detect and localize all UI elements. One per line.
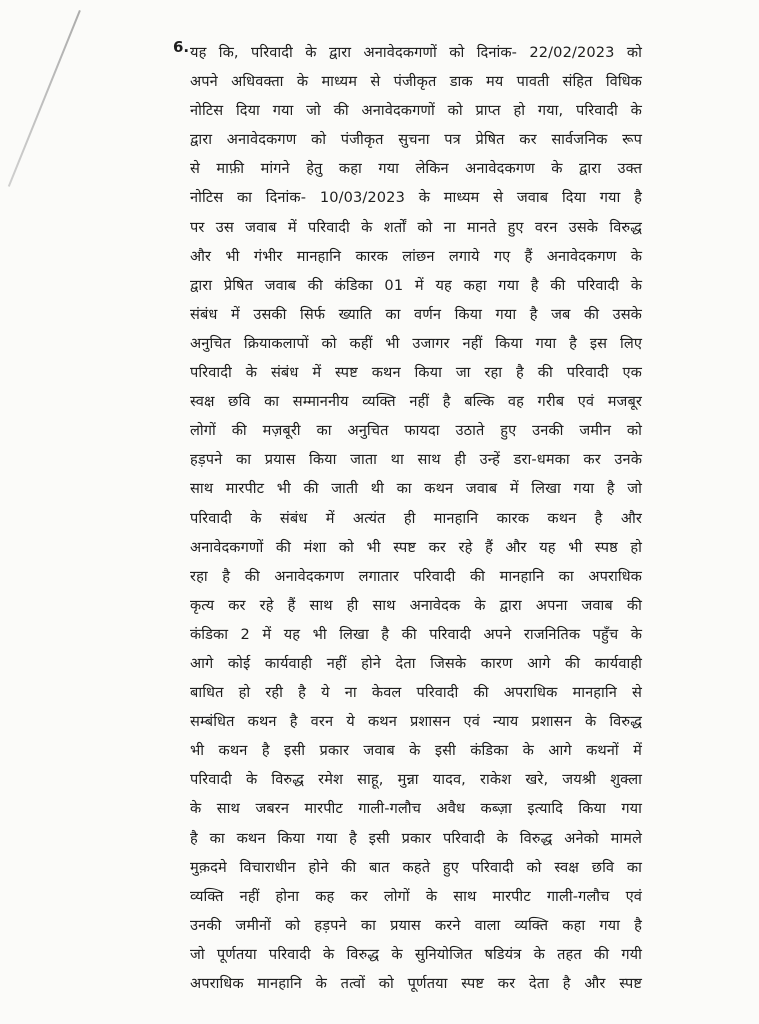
text-line: व्यक्ति नहीं होना कह कर लोगों के साथ मारपीट गाली-गलौच एवं [190, 887, 642, 905]
text-line: हड़पने का प्रयास किया जाता था साथ ही उन्हें डरा-धमका कर उनके [190, 451, 642, 469]
text-line: परिवादी के विरुद्ध रमेश साहू, मुन्ना यादव, राकेश खरे, जयश्री शुक्ला [190, 771, 642, 789]
text-line: अनुचित क्रियाकलापों को कहीं भी उजागर नहीं किया गया है इस लिए [190, 334, 642, 352]
text-line: पर उस जवाब में परिवादी के शर्तों को ना मानते हुए वरन उसके विरुद्ध [190, 218, 642, 236]
text-line: से माफ़ी मांगने हेतु कहा गया लेकिन अनावेदकगण के द्वारा उक्त [190, 160, 642, 178]
paragraph-body [190, 38, 642, 998]
text-line: द्वारा प्रेषित जवाब की कंडिका 01 में यह कहा गया है की परिवादी के [190, 276, 642, 294]
text-line: भी कथन है इसी प्रकार जवाब के इसी कंडिका के आगे कथनों में [190, 742, 642, 760]
text-line: यह कि, परिवादी के द्वारा अनावेदकगणों को दिनांक- 22/02/2023 को [190, 44, 642, 61]
text-line: सम्बंधित कथन है वरन ये कथन प्रशासन एवं न्याय प्रशासन के विरुद्ध [190, 713, 642, 731]
text-line: जो पूर्णतया परिवादी के विरुद्ध के सुनियोजित षडियंत्र के तहत की गयी [190, 945, 642, 963]
text-line: स्वक्ष छवि का सम्माननीय व्यक्ति नहीं है बल्कि वह गरीब एवं मजबूर [190, 393, 642, 411]
text-line: उनकी जमीनों को हड़पने का प्रयास करने वाला व्यक्ति कहा गया है [190, 916, 642, 934]
text-line: द्वारा अनावेदकगण को पंजीकृत सुचना पत्र प्रेषित कर सार्वजनिक रूप [190, 131, 642, 149]
text-line: रहा है की अनावेदकगण लगातार परिवादी की मानहानि का अपराधिक [190, 567, 642, 585]
text-line: कृत्य कर रहे हैं साथ ही साथ अनावेदक के द्वारा अपना जवाब की [190, 596, 642, 614]
text-line: नोटिस का दिनांक- 10/03/2023 के माध्यम से जवाब दिया गया है [190, 189, 642, 207]
text-line: परिवादी के संबंध में अत्यंत ही मानहानि कारक कथन है और [190, 509, 642, 527]
text-line: साथ मारपीट भी की जाती थी का कथन जवाब में लिखा गया है जो [190, 480, 642, 498]
pen-stroke-mark [8, 10, 81, 187]
text-line: अपने अधिवक्ता के माध्यम से पंजीकृत डाक मय पावती संहित विधिक [190, 73, 642, 91]
text-line: मुक़दमे विचाराधीन होने की बात कहते हुए परिवादी को स्वक्ष छवि का [190, 858, 642, 876]
text-line: और भी गंभीर मानहानि कारक लांछन लगाये गए हैं अनावेदकगण के [190, 247, 642, 265]
paragraph-number: 6. [173, 38, 190, 56]
text-line: लोगों की मज़बूरी का अनुचित फायदा उठाते हुए उनकी जमीन को [190, 422, 642, 440]
text-line: संबंध में उसकी सिर्फ ख्याति का वर्णन किया गया है जब की उसके [190, 305, 642, 323]
text-line: बाधित हो रही है ये ना केवल परिवादी की अपराधिक मानहानि से [190, 684, 642, 702]
text-line: आगे कोई कार्यवाही नहीं होने देता जिसके कारण आगे की कार्यवाही [190, 654, 642, 672]
text-line: परिवादी के संबंध में स्पष्ट कथन किया जा रहा है की परिवादी एक [190, 364, 642, 382]
text-line: अपराधिक मानहानि के तत्वों को पूर्णतया स्पष्ट कर देता है और स्पष्ट [190, 975, 642, 992]
text-line: के साथ जबरन मारपीट गाली-गलौच अवैध कब्ज़ा इत्यादि किया गया [190, 800, 642, 818]
text-line: अनावेदकगणों की मंशा को भी स्पष्ट कर रहे हैं और यह भी स्पष्ठ हो [190, 538, 642, 556]
text-line: कंडिका 2 में यह भी लिखा है की परिवादी अपने राजनितिक पहुँच के [190, 625, 642, 643]
text-line: नोटिस दिया गया जो की अनावेदकगणों को प्राप्त हो गया, परिवादी के [190, 102, 642, 120]
text-line: है का कथन किया गया है इसी प्रकार परिवादी के विरुद्ध अनेको मामले [190, 829, 642, 847]
